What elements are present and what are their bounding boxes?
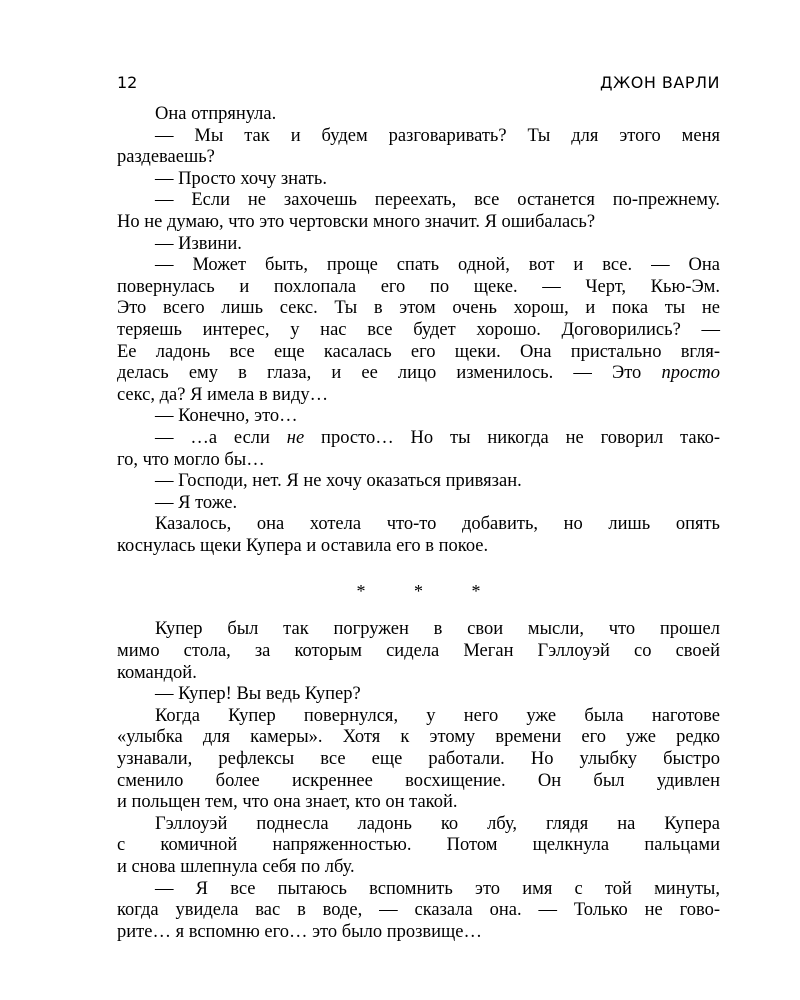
text-line bbox=[117, 663, 720, 685]
line-text: коснулась щеки Купера и оставила его в покое. bbox=[117, 535, 489, 556]
text-line bbox=[117, 277, 720, 299]
text-line bbox=[117, 234, 720, 256]
line-text: — Я все пытаюсь вспомнить это имя с той минуты, bbox=[155, 878, 720, 899]
line-text: Это всего лишь секс. Ты в этом очень хорош, и пока ты не bbox=[117, 298, 720, 319]
text-section-1 bbox=[117, 104, 720, 557]
line-text: сменило более искреннее восхищение. Он был удивлен bbox=[117, 770, 720, 791]
text-line bbox=[117, 857, 720, 879]
line-text: — Может быть, проще спать одной, вот и все. — Она bbox=[155, 255, 720, 276]
line-text-rest: просто… Но ты никогда не говорил тако- bbox=[321, 427, 721, 448]
line-text: — Извини. bbox=[155, 233, 242, 254]
text-line bbox=[117, 879, 720, 901]
text-line bbox=[117, 641, 720, 663]
line-text: — …а если bbox=[155, 427, 270, 448]
line-text: Но не думаю, что это чертовски много значит. Я ошибалась? bbox=[117, 211, 596, 232]
line-text: — Мы так и будем разговаривать? Ты для этого меня bbox=[155, 125, 720, 146]
text-line bbox=[117, 104, 720, 126]
text-line bbox=[117, 835, 720, 857]
line-text: рите… я вспомню его… это было прозвище… bbox=[117, 921, 483, 942]
line-text: мимо стола, за которым сидела Меган Гэллоуэй со своей bbox=[117, 641, 720, 662]
text-line bbox=[117, 363, 720, 385]
line-text: Казалось, она хотела что-то добавить, но лишь опять bbox=[155, 514, 720, 535]
text-line bbox=[117, 450, 720, 472]
running-head bbox=[117, 70, 720, 94]
section-break: * * * bbox=[356, 581, 503, 602]
text-line bbox=[117, 190, 720, 212]
line-text: Ее ладонь все еще касалась его щеки. Она пристально вгля- bbox=[117, 341, 720, 362]
line-text: секс, да? Я имела в виду… bbox=[117, 384, 329, 405]
line-text: с комичной напряженностью. Потом щелкнула пальцами bbox=[117, 835, 720, 856]
text-line bbox=[117, 749, 720, 771]
text-line bbox=[117, 727, 720, 749]
line-text: — Я тоже. bbox=[155, 492, 238, 513]
text-line bbox=[117, 514, 720, 536]
text-line bbox=[117, 320, 720, 342]
line-text: теряешь интерес, у нас все будет хорошо. Договорились? — bbox=[117, 319, 720, 340]
line-text: и польщен тем, что она знает, кто он такой. bbox=[117, 792, 458, 813]
line-text: «улыбка для камеры». Хотя к этому времени его уже редко bbox=[117, 727, 720, 748]
text-line bbox=[117, 298, 720, 320]
line-text: раздеваешь? bbox=[117, 147, 215, 168]
text-line bbox=[117, 147, 720, 169]
line-text: — Если не захочешь переехать, все останется по-прежнему. bbox=[155, 190, 720, 211]
page-number: 12 bbox=[117, 72, 138, 92]
text-line bbox=[117, 428, 720, 450]
line-text: Когда Купер повернулся, у него уже была наготове bbox=[155, 705, 720, 726]
text-line bbox=[117, 706, 720, 728]
author-name: ДЖОН ВАРЛИ bbox=[599, 72, 720, 92]
text-line bbox=[117, 169, 720, 191]
line-text: Гэллоуэй поднесла ладонь ко лбу, глядя на Купера bbox=[155, 813, 720, 834]
line-text: Она отпрянула. bbox=[155, 104, 277, 124]
line-text: когда увидела вас в воде, — сказала она. — Только не гово- bbox=[117, 900, 720, 921]
line-text: повернулась и похлопала его по щеке. — Черт, Кью-Эм. bbox=[117, 276, 720, 297]
text-line bbox=[117, 342, 720, 364]
text-line bbox=[117, 900, 720, 922]
emphasis: просто bbox=[661, 363, 721, 384]
text-line bbox=[117, 814, 720, 836]
line-text: — Купер! Вы ведь Купер? bbox=[155, 684, 361, 705]
line-text: — Господи, нет. Я не хочу оказаться привязан. bbox=[155, 471, 522, 492]
text-line bbox=[117, 536, 720, 558]
text-section-2 bbox=[117, 619, 720, 943]
text-line bbox=[117, 684, 720, 706]
text-line bbox=[117, 493, 720, 515]
text-line bbox=[117, 406, 720, 428]
line-text: и снова шлепнула себя по лбу. bbox=[117, 857, 355, 877]
emphasis: не bbox=[286, 427, 305, 448]
text-line bbox=[117, 771, 720, 793]
text-line bbox=[117, 792, 720, 814]
line-text: узнавали, рефлексы все еще работали. Но улыбку быстро bbox=[117, 749, 720, 770]
text-line bbox=[117, 471, 720, 493]
line-text: го, что могло бы… bbox=[117, 449, 265, 470]
line-text: Купер был так погружен в свои мысли, что прошел bbox=[155, 619, 720, 640]
text-line bbox=[117, 922, 720, 944]
line-text: — Конечно, это… bbox=[155, 406, 298, 427]
line-text: — Просто хочу знать. bbox=[155, 168, 327, 189]
line-text: командой. bbox=[117, 662, 197, 683]
text-line bbox=[117, 126, 720, 148]
text-line bbox=[117, 255, 720, 277]
line-text: делась ему в глаза, и ее лицо изменилось. — Это bbox=[117, 363, 642, 384]
text-line bbox=[117, 212, 720, 234]
text-line bbox=[117, 385, 720, 407]
body-text bbox=[117, 104, 720, 943]
text-line bbox=[117, 619, 720, 641]
